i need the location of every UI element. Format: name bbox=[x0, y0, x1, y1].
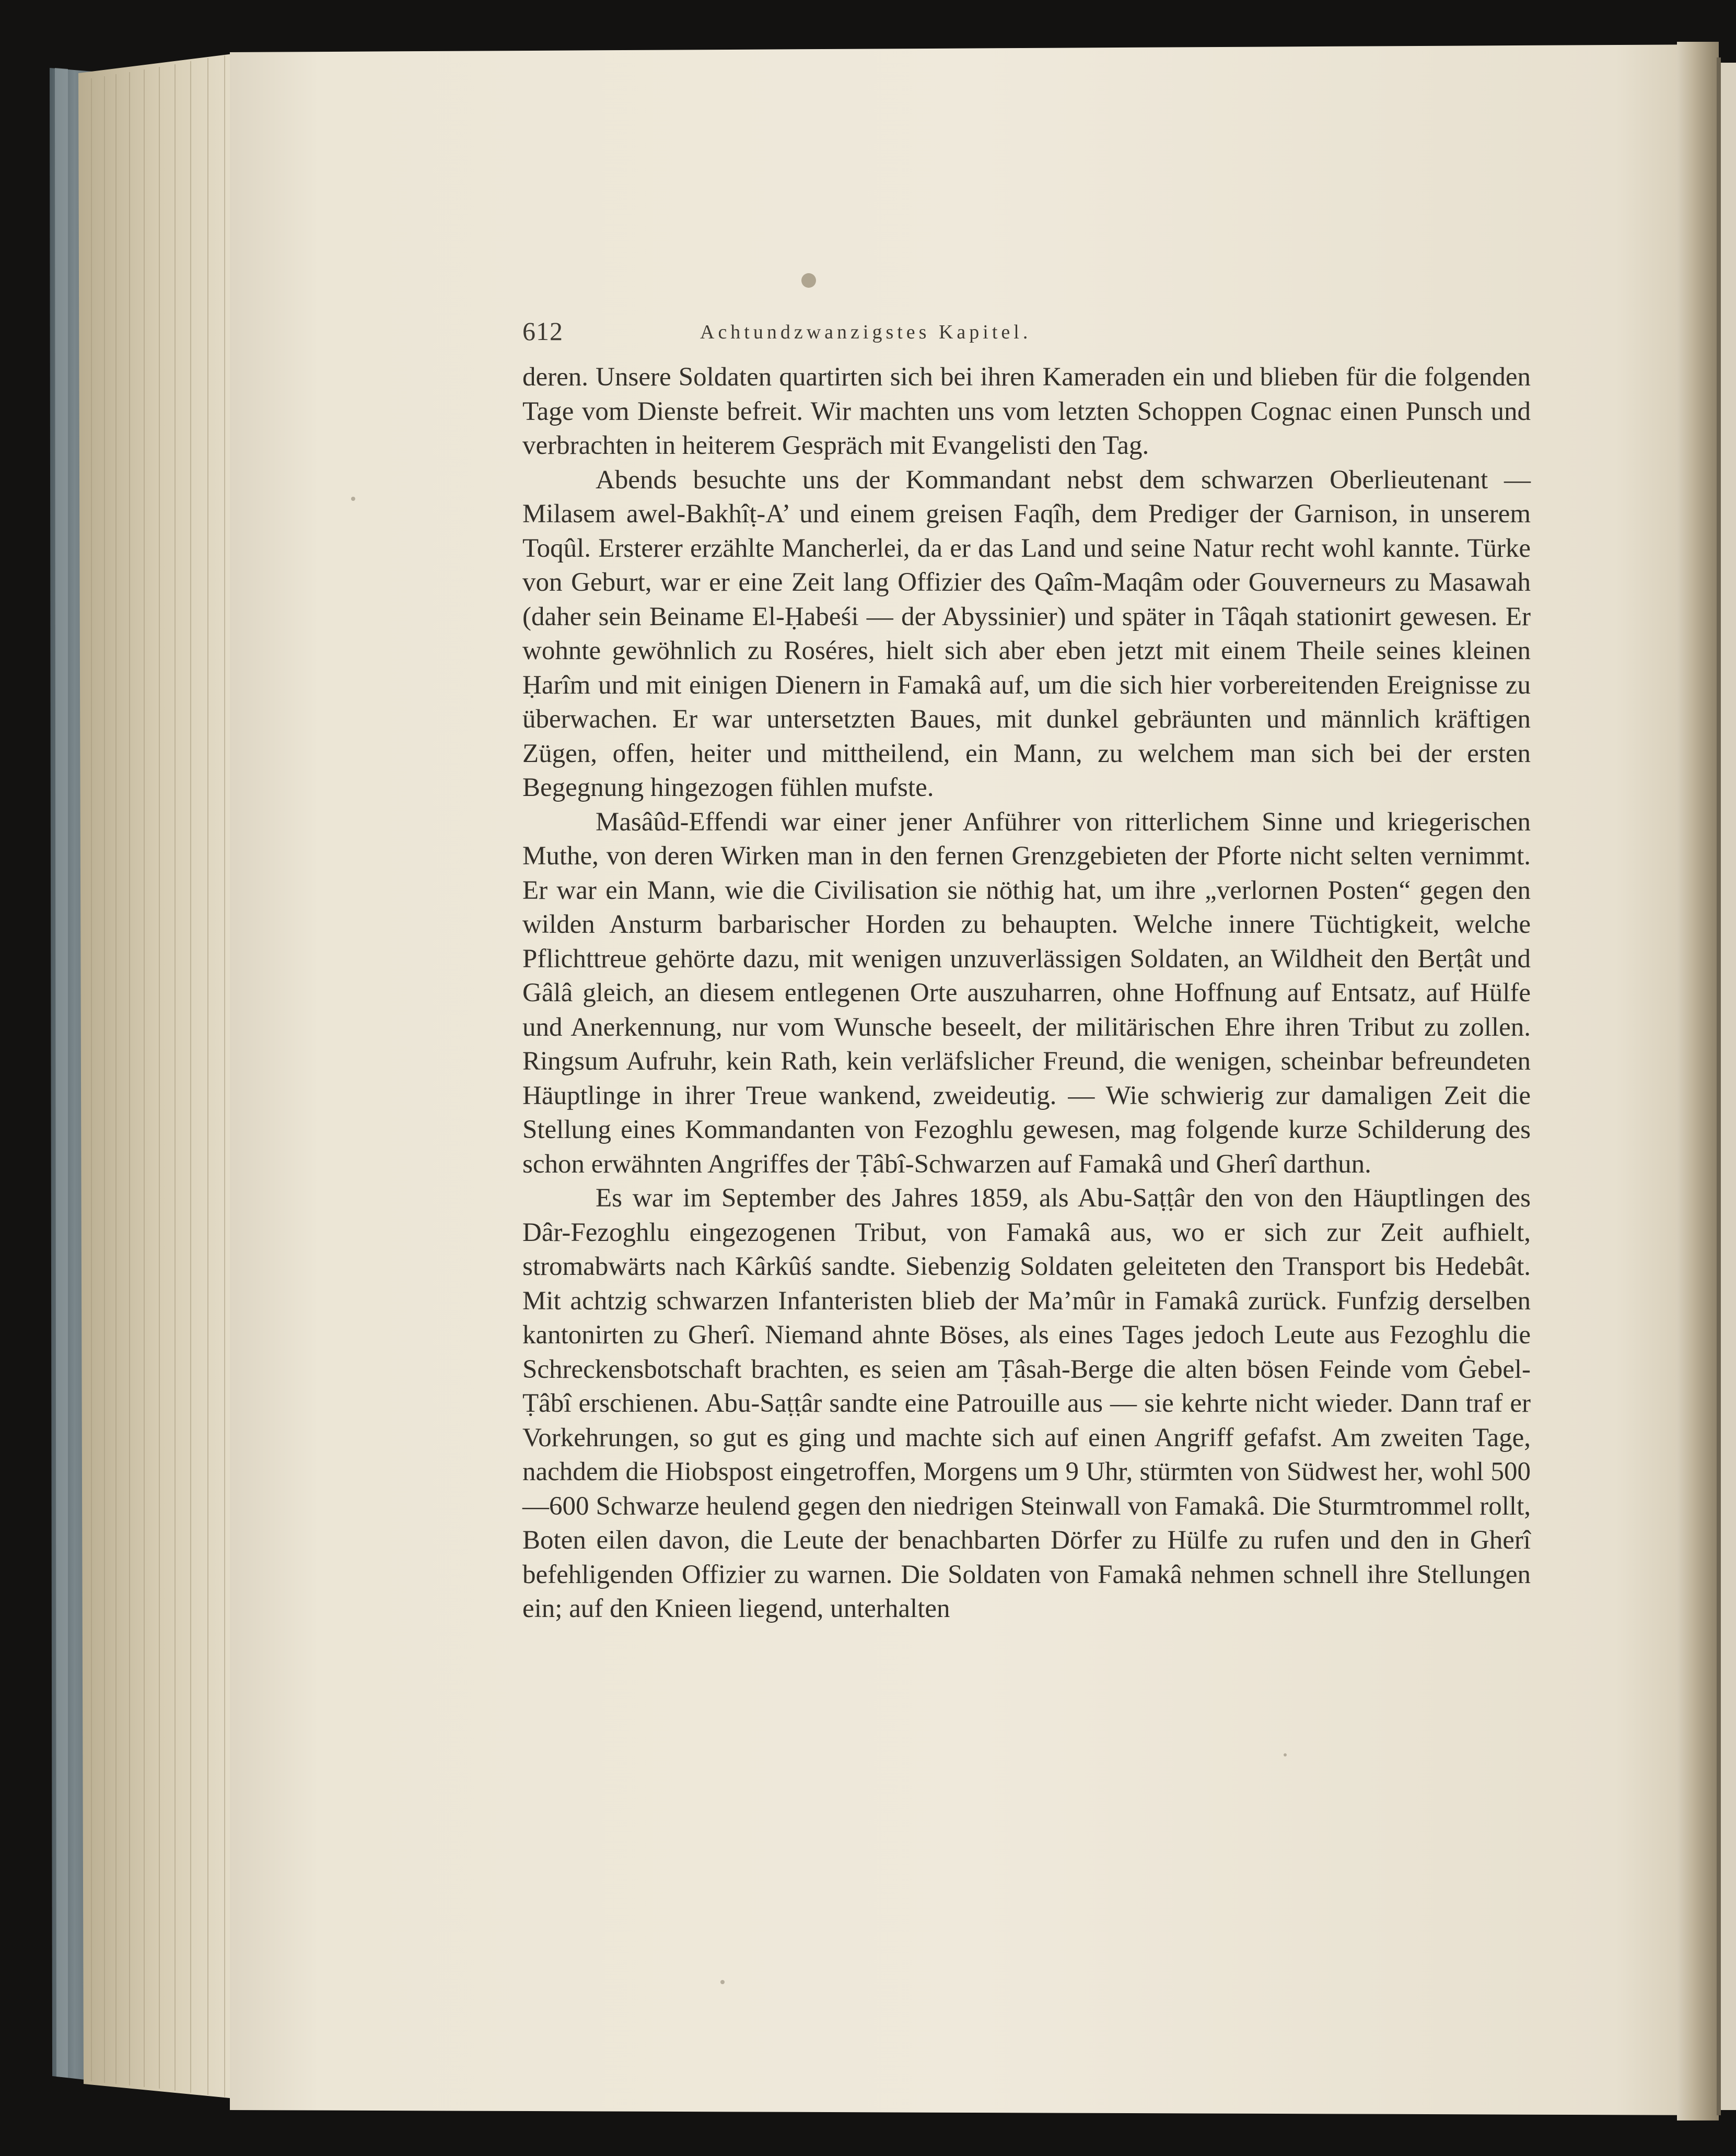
body-text bbox=[522, 360, 1531, 1626]
page-header bbox=[522, 313, 1531, 350]
paragraph-1: deren. Unsere Soldaten quartirten sich bei ihren Kameraden ein und blieben für die folgenden Tage vom Dienste befreit. Wir machten uns vom letzten Schoppen Cognac einen Punsch und verbrachten in heiterem Gespräch mit Evangelisti den Tag. bbox=[522, 362, 1531, 460]
running-head: Achtundzwanzigstes Kapitel. bbox=[700, 321, 1032, 343]
page-number: 612 bbox=[522, 317, 563, 346]
paragraph-4: Es war im September des Jahres 1859, als Abu-Saṭṭâr den von den Häuptlingen des Dâr-Fezoghlu eingezogenen Tribut, von Famakâ aus, wo er sich zur Zeit aufhielt, stromabwärts nach Kârkûś sandte. Siebenzig Soldaten geleiteten den Transport bis Hedebât. Mit achtzig schwarzen Infanteristen blieb der Ma’mûr in Famakâ zurück. Funfzig derselben kantonirten zu Gherî. Niemand ahnte Böses, als eines Tages jedoch Leute aus Fezoghlu die Schreckensbotschaft brachten, es seien am Ṭâsah-Berge die alten bösen Feinde vom Ġebel-Ṭâbî erschienen. Abu-Saṭṭâr sandte eine Patrouille aus — sie kehrte nicht wieder. Dann traf er Vorkehrungen, so gut es ging und machte sich auf einen Angriff gefafst. Am zweiten Tage, nachdem die Hiobspost eingetroffen, Morgens um 9 Uhr, stürmten von Südwest her, wohl 500—600 Schwarze heulend gegen den niedrigen Steinwall von Famakâ. Die Sturmtrommel rollt, Boten eilen davon, die Leute der benachbarten Dörfer zu Hülfe zu rufen und den in Gherî befehligenden Offizier zu warnen. Die Soldaten von Famakâ nehmen schnell ihre Stellungen ein; auf den Knieen liegend, unterhalten bbox=[522, 1184, 1531, 1623]
paragraph-3: Masâûd-Effendi war einer jener Anführer von ritterlichem Sinne und kriegerischen Muthe, von deren Wirken man in den fernen Grenzgebieten der Pforte nicht selten vernimmt. Er war ein Mann, wie die Civilisation sie nöthig hat, um ihre „verlornen Posten“ gegen den wilden Ansturm barbarischer Horden zu behaupten. Welche innere Tüchtigkeit, welche Pflichttreue gehörte dazu, mit wenigen unzuverlässigen Soldaten, an Wildheit den Berṭât und Gâlâ gleich, an diesem entlegenen Orte auszuharren, ohne Hoffnung auf Entsatz, auf Hülfe und Anerkennung, nur vom Wunsche beseelt, der militärischen Ehre ihren Tribut zu zollen. Ringsum Aufruhr, kein Rath, kein verläfslicher Freund, die wenigen, scheinbar befreundeten Häuptlinge in ihrer Treue wankend, zweideutig. — Wie schwierig zur damaligen Zeit die Stellung eines Kommandanten von Fezoghlu gewesen, mag folgende kurze Schilderung des schon erwähnten Angriffes der Ṭâbî-Schwarzen auf Famakâ und Gherî darthun. bbox=[522, 807, 1531, 1179]
paragraph-2: Abends besuchte uns der Kommandant nebst dem schwarzen Oberlieutenant — Milasem awel-Bakhîṭ-A’ und einem greisen Faqîh, dem Prediger der Garnison, in unserem Toqûl. Ersterer erzählte Mancherlei, da er das Land und seine Natur recht wohl kannte. Türke von Geburt, war er eine Zeit lang Offizier des Qaîm-Maqâm oder Gouverneurs zu Masawah (daher sein Beiname El-Ḥabeśi — der Abyssinier) und später in Tâqah stationirt gewesen. Er wohnte gewöhnlich zu Roséres, hielt sich aber eben jetzt mit einem Theile seines kleinen Ḥarîm und mit einigen Dienern in Famakâ auf, um die sich hier vorbereitenden Ereignisse zu überwachen. Er war untersetzten Baues, mit dunkel gebräunten und männlich kräftigen Zügen, offen, heiter und mittheilend, ein Mann, zu welchem man sich bei der ersten Begegnung hingezogen fühlen mufste. bbox=[522, 465, 1531, 802]
